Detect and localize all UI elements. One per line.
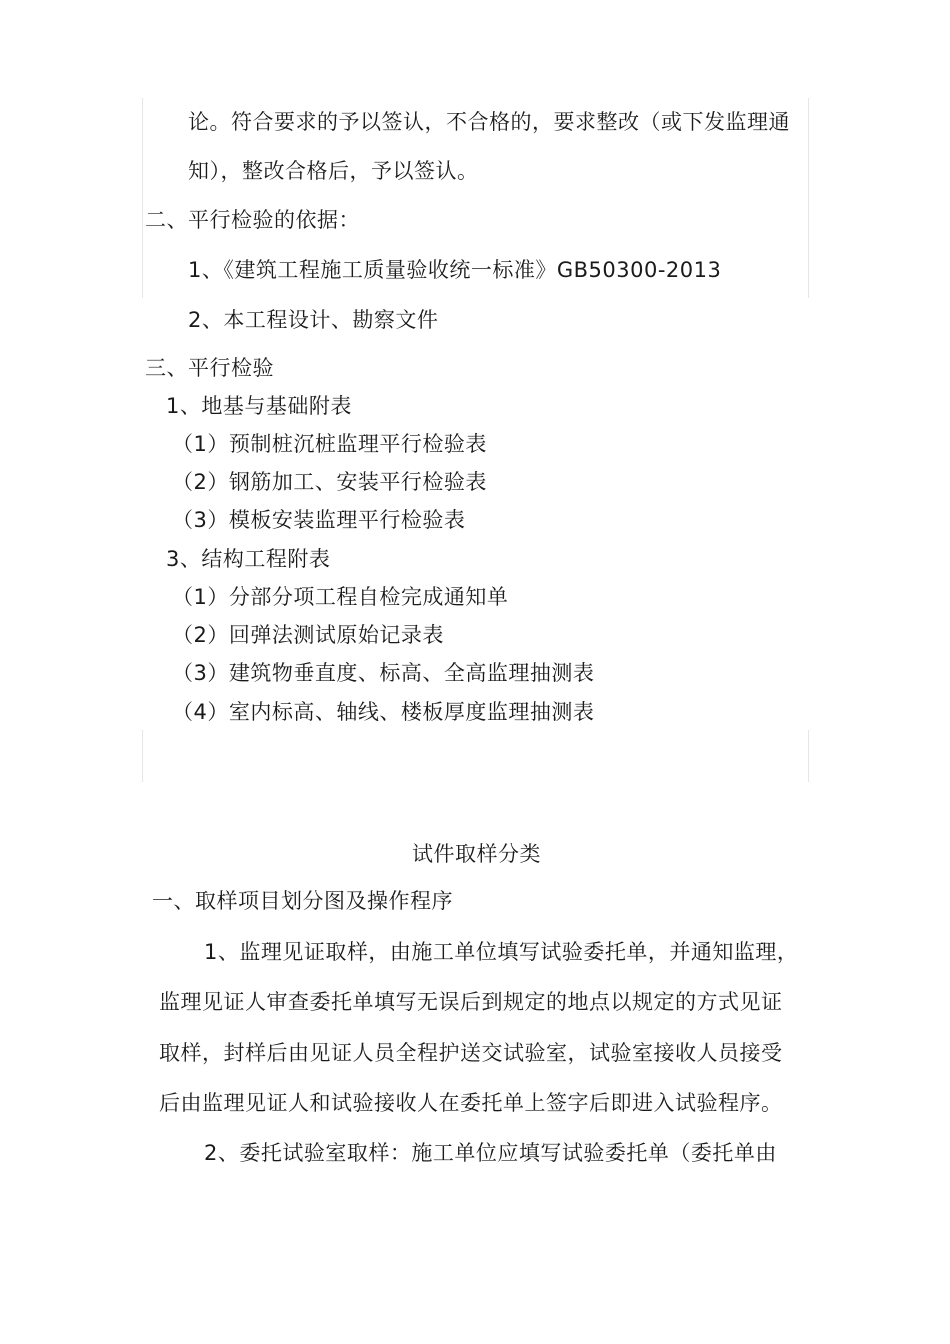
- frame-right-top: [808, 98, 809, 298]
- group-1-item: （1）预制桩沉桩监理平行检验表: [172, 432, 487, 456]
- frame-right-bottom: [808, 730, 809, 782]
- continuation-line-1: 论。符合要求的予以签认，不合格的，要求整改（或下发监理通: [188, 110, 790, 134]
- frame-left-top: [142, 98, 143, 298]
- group-1-item: （2）钢筋加工、安装平行检验表: [172, 470, 487, 494]
- section-2-heading: 二、平行检验的依据：: [145, 208, 360, 232]
- paragraph-1-line-4: 后由监理见证人和试验接收人在委托单上签字后即进入试验程序。: [159, 1091, 783, 1115]
- group-3-item: （1）分部分项工程自检完成通知单: [172, 585, 509, 609]
- paragraph-1-line-2: 监理见证人审查委托单填写无误后到规定的地点以规定的方式见证: [159, 990, 783, 1014]
- basis-item-1: 1、《建筑工程施工质量验收统一标准》GB50300-2013: [188, 258, 722, 282]
- section-title: 试件取样分类: [412, 842, 541, 866]
- group-1-heading: 1、地基与基础附表: [166, 394, 352, 418]
- group-3-item: （3）建筑物垂直度、标高、全高监理抽测表: [172, 661, 595, 685]
- group-1-item: （3）模板安装监理平行检验表: [172, 508, 466, 532]
- group-3-heading: 3、结构工程附表: [166, 547, 331, 571]
- paragraph-1-line-1: 1、监理见证取样，由施工单位填写试验委托单，并通知监理，: [204, 940, 799, 964]
- section-1-heading: 一、取样项目划分图及操作程序: [152, 889, 453, 913]
- basis-item-2: 2、本工程设计、勘察文件: [188, 308, 439, 332]
- continuation-line-2: 知），整改合格后，予以签认。: [188, 159, 479, 183]
- group-3-item: （4）室内标高、轴线、楼板厚度监理抽测表: [172, 700, 595, 724]
- paragraph-2-line-1: 2、委托试验室取样：施工单位应填写试验委托单（委托单由: [204, 1141, 777, 1165]
- paragraph-1-line-3: 取样，封样后由见证人员全程护送交试验室，试验室接收人员接受: [159, 1041, 783, 1065]
- group-3-item: （2）回弹法测试原始记录表: [172, 623, 444, 647]
- section-3-heading: 三、平行检验: [145, 356, 274, 380]
- frame-left-bottom: [142, 730, 143, 782]
